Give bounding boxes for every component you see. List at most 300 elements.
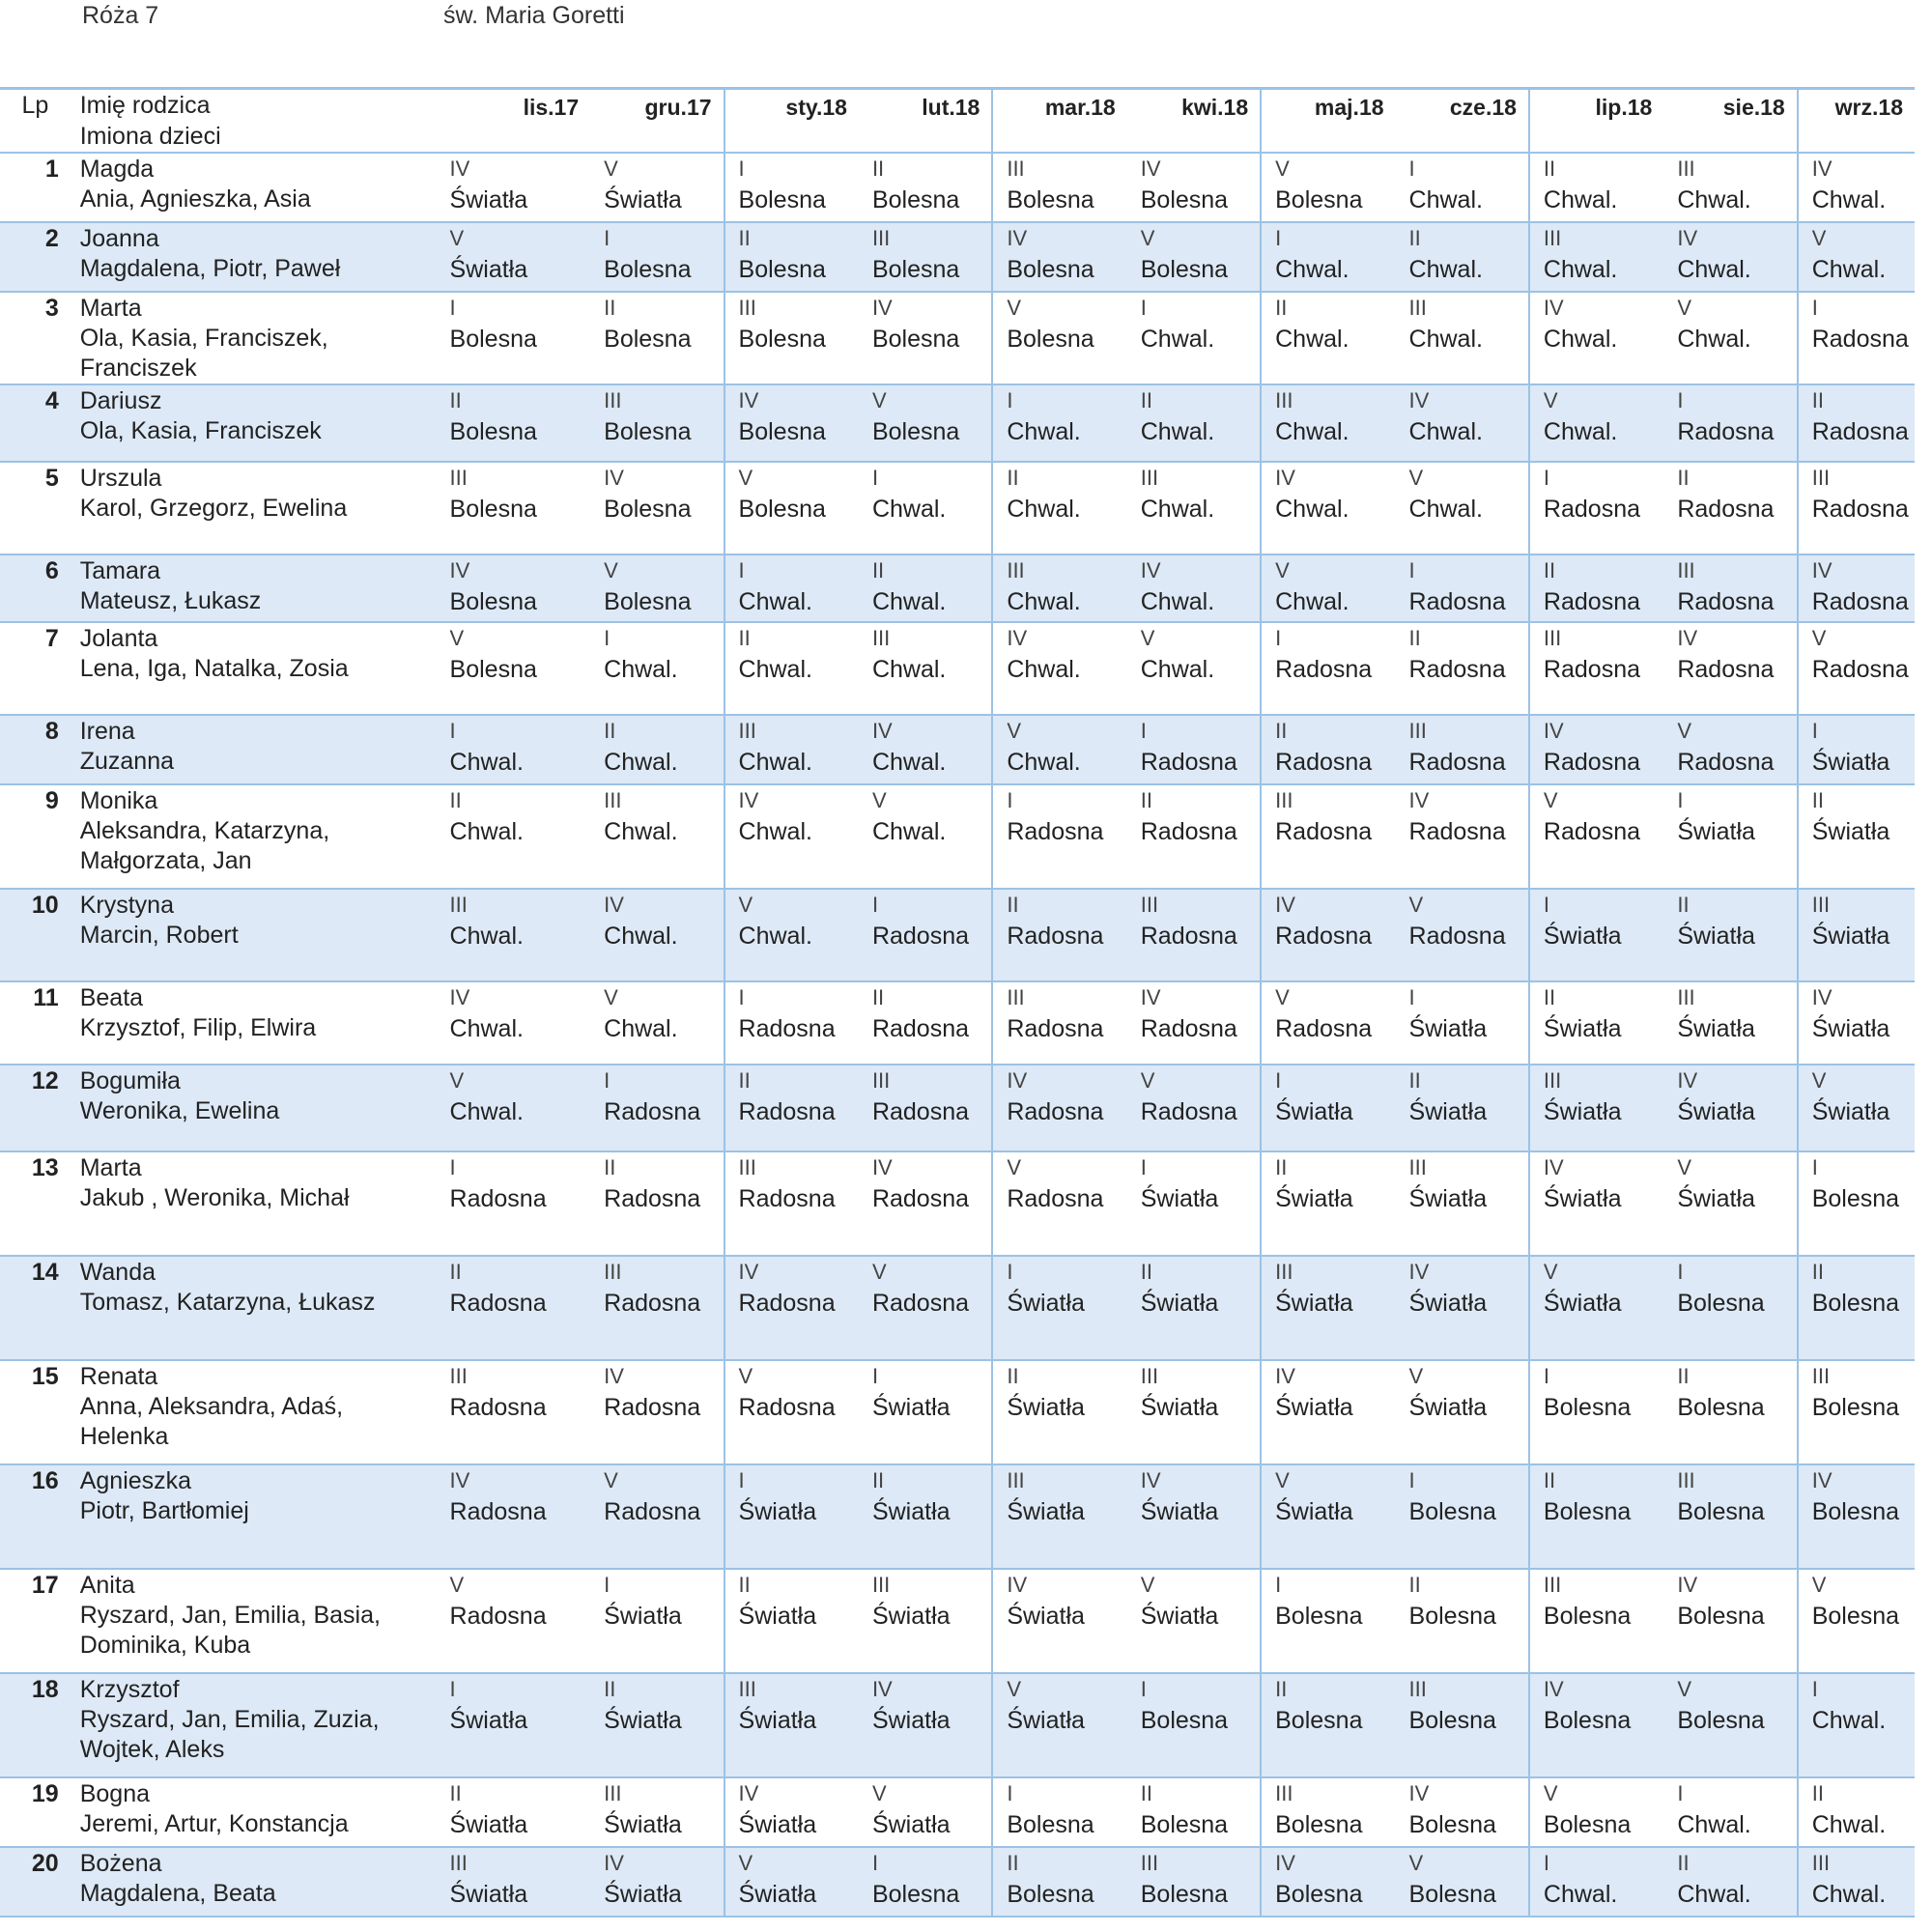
mystery-cell: [1127, 622, 1261, 715]
mystery-cell: [859, 1673, 992, 1777]
mystery-number: III: [1677, 156, 1695, 181]
mystery-cell: [724, 554, 859, 622]
children-names: Weronika, Ewelina: [79, 1097, 280, 1124]
mystery-type: Bolesna: [1811, 1394, 1900, 1421]
mystery-number: III: [1408, 719, 1427, 743]
parent-name: Agnieszka: [79, 1467, 192, 1494]
mystery-type: Chwal.: [1811, 1881, 1887, 1908]
mystery-cell: [1127, 153, 1261, 222]
mystery-number: II: [1811, 1260, 1824, 1284]
mystery-type: Radosna: [1140, 818, 1237, 845]
mystery-number: III: [1811, 1851, 1831, 1875]
mystery-type: Bolesna: [1140, 186, 1229, 213]
children-names: Ola, Kasia, Franciszek: [79, 417, 322, 444]
mystery-cell: [1396, 222, 1529, 292]
mystery-type: Chwal.: [1408, 418, 1483, 445]
mystery-cell: [859, 222, 992, 292]
mystery-cell: [437, 622, 591, 715]
mystery-number: V: [1677, 296, 1692, 320]
mystery-number: V: [1543, 388, 1558, 412]
mystery-type: Radosna: [871, 1185, 970, 1212]
mystery-type: Chwal.: [1140, 326, 1215, 353]
mystery-number: V: [1007, 296, 1022, 320]
mystery-type: Chwal.: [1408, 256, 1483, 283]
mystery-number: I: [1811, 296, 1818, 320]
mystery-number: V: [1811, 1068, 1827, 1093]
table-row: [0, 292, 1915, 384]
mystery-number: IV: [1140, 1468, 1161, 1492]
mystery-cell: [590, 1673, 724, 1777]
mystery-type: Światła: [1275, 1498, 1353, 1525]
mystery-number: II: [871, 1468, 885, 1492]
mystery-cell: [1127, 1777, 1261, 1847]
person-cell: [71, 1673, 437, 1777]
mystery-cell: [1127, 222, 1261, 292]
mystery-type: Chwal.: [1543, 1881, 1618, 1908]
mystery-type: Chwal.: [604, 923, 678, 950]
mystery-cell: [437, 1777, 591, 1847]
table-row: [0, 153, 1915, 222]
mystery-cell: [1798, 981, 1915, 1065]
mystery-type: Światła: [1140, 1185, 1219, 1212]
mystery-cell: [1663, 1569, 1797, 1673]
mystery-type: Chwal.: [1543, 186, 1618, 213]
mystery-type: Chwal.: [871, 656, 947, 683]
mystery-type: Bolesna: [1007, 1881, 1094, 1908]
children-names: Magdalena, Beata: [79, 1880, 276, 1907]
mystery-type: Radosna: [1140, 1015, 1237, 1042]
mystery-number: V: [1408, 893, 1424, 917]
mystery-cell: [859, 1360, 992, 1464]
mystery-type: Radosna: [1007, 923, 1104, 950]
mystery-type: Bolesna: [871, 256, 960, 283]
mystery-cell: [859, 1256, 992, 1360]
mystery-type: Światła: [604, 1603, 682, 1630]
mystery-type: Bolesna: [1275, 186, 1363, 213]
mystery-type: Bolesna: [449, 418, 537, 445]
mystery-cell: [1261, 1065, 1395, 1151]
children-names: Lena, Iga, Natalka, Zosia: [79, 655, 349, 682]
row-number: 10: [31, 892, 59, 919]
mystery-number: IV: [1007, 226, 1028, 250]
mystery-cell: [437, 784, 591, 889]
mystery-type: Chwal.: [1275, 496, 1350, 523]
mystery-cell: [1127, 1464, 1261, 1569]
mystery-type: Chwal.: [1007, 496, 1081, 523]
mystery-number: I: [738, 1468, 745, 1492]
mystery-type: Bolesna: [1408, 1498, 1496, 1525]
mystery-cell: [1529, 292, 1663, 384]
mystery-cell: [1798, 1847, 1915, 1917]
mystery-number: I: [449, 1677, 456, 1701]
mystery-number: IV: [738, 388, 759, 412]
mystery-type: Chwal.: [871, 818, 947, 845]
mystery-number: III: [604, 1260, 622, 1284]
lp-header: Lp: [21, 92, 49, 119]
patron-title: św. Maria Goretti: [443, 2, 625, 29]
mystery-cell: [1529, 554, 1663, 622]
mystery-cell: [859, 1151, 992, 1256]
mystery-number: II: [871, 985, 885, 1009]
mystery-cell: [1529, 1256, 1663, 1360]
mystery-type: Radosna: [1543, 749, 1640, 776]
mystery-type: Chwal.: [1811, 186, 1887, 213]
children-header: Imiona dzieci: [79, 123, 221, 150]
mystery-number: II: [738, 226, 751, 250]
mystery-cell: [1529, 622, 1663, 715]
mystery-number: II: [1677, 466, 1690, 490]
mystery-number: IV: [1275, 1364, 1295, 1388]
mystery-type: Chwal.: [1677, 186, 1751, 213]
mystery-number: I: [1408, 558, 1415, 582]
person-cell: [71, 1151, 437, 1256]
row-number: 13: [31, 1154, 59, 1181]
mystery-cell: [1798, 1151, 1915, 1256]
mystery-number: IV: [1811, 558, 1833, 582]
children-names: Ola, Kasia, Franciszek, Franciszek: [79, 325, 328, 382]
mystery-cell: [1261, 1464, 1395, 1569]
mystery-number: III: [1007, 1468, 1025, 1492]
children-names: Mateusz, Łukasz: [79, 587, 262, 614]
mystery-number: II: [1275, 1677, 1288, 1701]
mystery-type: Światła: [1007, 1707, 1085, 1734]
mystery-type: Radosna: [1543, 656, 1640, 683]
mystery-number: II: [604, 1677, 616, 1701]
mystery-number: IV: [449, 985, 470, 1009]
mystery-type: Światła: [738, 1881, 817, 1908]
mystery-type: Radosna: [1811, 588, 1909, 615]
mystery-cell: [1798, 1569, 1915, 1673]
mystery-cell: [590, 715, 724, 784]
parent-name: Renata: [79, 1363, 158, 1390]
mystery-cell: [724, 1360, 859, 1464]
person-cell: [71, 1256, 437, 1360]
table-row: [0, 889, 1915, 981]
mystery-cell: [1663, 1360, 1797, 1464]
mystery-number: V: [1811, 226, 1827, 250]
mystery-number: I: [604, 226, 611, 250]
mystery-cell: [1529, 1569, 1663, 1673]
mystery-type: Światła: [871, 1707, 951, 1734]
mystery-cell: [1798, 1777, 1915, 1847]
mystery-type: Radosna: [1677, 418, 1775, 445]
mystery-type: Bolesna: [738, 418, 826, 445]
mystery-number: IV: [1677, 1573, 1698, 1597]
children-names: Jakub , Weronika, Michał: [79, 1184, 350, 1211]
mystery-type: Chwal.: [871, 749, 947, 776]
mystery-cell: [590, 622, 724, 715]
mystery-cell: [1798, 1256, 1915, 1360]
mystery-cell: [1529, 1847, 1663, 1917]
mystery-cell: [992, 1151, 1126, 1256]
mystery-cell: [1798, 622, 1915, 715]
mystery-type: Radosna: [1408, 818, 1506, 845]
mystery-number: II: [1408, 1068, 1421, 1093]
mystery-type: Bolesna: [1677, 1394, 1765, 1421]
children-names: Ryszard, Jan, Emilia, Zuzia, Wojtek, Aleks: [79, 1706, 380, 1763]
parent-name: Marta: [79, 295, 142, 322]
row-number: 7: [44, 625, 59, 652]
mystery-cell: [1663, 784, 1797, 889]
mystery-cell: [1663, 889, 1797, 981]
mystery-number: III: [604, 788, 622, 812]
children-names: Aleksandra, Katarzyna, Małgorzata, Jan: [79, 817, 330, 874]
mystery-number: V: [871, 1260, 887, 1284]
mystery-cell: [859, 1569, 992, 1673]
mystery-number: V: [738, 466, 753, 490]
row-number: 4: [44, 387, 59, 414]
mystery-number: III: [1543, 626, 1562, 650]
mystery-number: III: [449, 466, 468, 490]
mystery-cell: [992, 554, 1126, 622]
mystery-number: III: [1007, 558, 1025, 582]
mystery-cell: [590, 981, 724, 1065]
mystery-type: Bolesna: [604, 496, 692, 523]
mystery-type: Światła: [1275, 1098, 1353, 1125]
mystery-type: Bolesna: [1007, 1811, 1094, 1838]
mystery-number: II: [604, 1155, 616, 1179]
mystery-cell: [1529, 1151, 1663, 1256]
mystery-type: Chwal.: [449, 749, 524, 776]
mystery-number: III: [738, 1677, 756, 1701]
mystery-number: III: [1811, 466, 1831, 490]
mystery-type: Radosna: [738, 1015, 836, 1042]
mystery-number: V: [1140, 1573, 1155, 1597]
mystery-cell: [1396, 1673, 1529, 1777]
mystery-number: V: [1677, 1677, 1692, 1701]
mystery-type: Chwal.: [738, 588, 812, 615]
mystery-number: V: [1543, 1781, 1558, 1805]
mystery-cell: [1396, 1464, 1529, 1569]
mystery-number: III: [1140, 466, 1159, 490]
children-names: Tomasz, Katarzyna, Łukasz: [79, 1289, 376, 1316]
person-cell: [71, 384, 437, 462]
row-number: 19: [31, 1780, 59, 1807]
mystery-cell: [1798, 889, 1915, 981]
mystery-type: Bolesna: [1811, 1185, 1900, 1212]
mystery-cell: [1396, 1360, 1529, 1464]
mystery-number: I: [1811, 1677, 1818, 1701]
mystery-cell: [992, 384, 1126, 462]
mystery-type: Bolesna: [604, 326, 692, 353]
mystery-cell: [437, 462, 591, 554]
mystery-cell: [1529, 784, 1663, 889]
mystery-number: I: [1140, 1155, 1147, 1179]
mystery-number: V: [1677, 719, 1692, 743]
mystery-number: IV: [449, 558, 470, 582]
parent-name: Anita: [79, 1572, 135, 1599]
mystery-type: Chwal.: [1140, 496, 1215, 523]
mystery-cell: [1529, 981, 1663, 1065]
mystery-type: Światła: [1811, 1015, 1890, 1042]
mystery-type: Radosna: [1408, 588, 1506, 615]
mystery-number: V: [1275, 558, 1290, 582]
mystery-number: IV: [604, 1851, 624, 1875]
mystery-type: Bolesna: [1408, 1603, 1496, 1630]
mystery-type: Światła: [449, 1811, 528, 1838]
mystery-cell: [992, 292, 1126, 384]
parent-name: Urszula: [79, 465, 162, 492]
mystery-type: Chwal.: [1007, 749, 1081, 776]
mystery-number: IV: [1140, 558, 1161, 582]
mystery-type: Bolesna: [449, 656, 537, 683]
mystery-cell: [1529, 889, 1663, 981]
mystery-type: Radosna: [1811, 326, 1909, 353]
mystery-type: Bolesna: [871, 186, 960, 213]
mystery-cell: [1261, 153, 1395, 222]
mystery-cell: [992, 153, 1126, 222]
mystery-cell: [1663, 1847, 1797, 1917]
mystery-cell: [859, 1464, 992, 1569]
mystery-number: II: [1007, 466, 1019, 490]
mystery-number: IV: [604, 1364, 624, 1388]
mystery-cell: [590, 1847, 724, 1917]
mystery-type: Radosna: [738, 1185, 836, 1212]
mystery-number: V: [1408, 1364, 1424, 1388]
mystery-cell: [724, 153, 859, 222]
mystery-cell: [1798, 384, 1915, 462]
row-number: 12: [31, 1067, 59, 1094]
month-header: cze.18: [1449, 95, 1517, 120]
mystery-type: Radosna: [871, 1015, 970, 1042]
mystery-type: Bolesna: [449, 588, 537, 615]
mystery-type: Chwal.: [1275, 326, 1350, 353]
mystery-number: I: [604, 1573, 611, 1597]
mystery-type: Chwal.: [1275, 418, 1350, 445]
mystery-cell: [1261, 1673, 1395, 1777]
mystery-type: Światła: [604, 1811, 682, 1838]
mystery-number: I: [871, 1851, 879, 1875]
row-number: 14: [31, 1259, 59, 1286]
mystery-number: III: [449, 893, 468, 917]
mystery-number: V: [449, 226, 465, 250]
mystery-type: Bolesna: [1140, 1707, 1229, 1734]
mystery-number: III: [1275, 788, 1293, 812]
mystery-type: Bolesna: [1543, 1603, 1632, 1630]
mystery-type: Chwal.: [738, 818, 812, 845]
mystery-number: V: [604, 1468, 618, 1492]
children-names: Magdalena, Piotr, Paweł: [79, 255, 341, 282]
mystery-number: V: [1677, 1155, 1692, 1179]
mystery-number: IV: [1811, 1468, 1833, 1492]
mystery-cell: [859, 1777, 992, 1847]
mystery-number: IV: [1811, 985, 1833, 1009]
mystery-type: Radosna: [449, 1498, 547, 1525]
mystery-cell: [724, 1065, 859, 1151]
mystery-cell: [1261, 222, 1395, 292]
mystery-type: Radosna: [738, 1098, 836, 1125]
row-number: 15: [31, 1363, 59, 1390]
mystery-cell: [859, 715, 992, 784]
mystery-cell: [724, 1256, 859, 1360]
mystery-number: II: [1275, 296, 1288, 320]
header-row: [0, 89, 1915, 154]
mystery-cell: [590, 1569, 724, 1673]
mystery-type: Radosna: [1140, 923, 1237, 950]
mystery-number: IV: [1543, 719, 1564, 743]
month-header: kwi.18: [1181, 95, 1249, 120]
children-names: Anna, Aleksandra, Adaś, Helenka: [79, 1393, 344, 1450]
mystery-type: Radosna: [1275, 1015, 1373, 1042]
mystery-number: I: [1007, 388, 1013, 412]
month-header: gru.17: [644, 95, 712, 120]
mystery-cell: [1396, 153, 1529, 222]
mystery-cell: [1261, 292, 1395, 384]
mystery-number: IV: [738, 1781, 759, 1805]
mystery-cell: [437, 1847, 591, 1917]
mystery-cell: [724, 1777, 859, 1847]
mystery-number: I: [1275, 626, 1282, 650]
mystery-type: Chwal.: [1408, 496, 1483, 523]
mystery-number: III: [1677, 985, 1695, 1009]
mystery-cell: [1127, 384, 1261, 462]
mystery-cell: [1127, 1360, 1261, 1464]
mystery-number: II: [1275, 719, 1288, 743]
mystery-type: Radosna: [1140, 749, 1237, 776]
mystery-cell: [724, 384, 859, 462]
mystery-type: Bolesna: [1007, 186, 1094, 213]
mystery-type: Radosna: [1007, 818, 1104, 845]
mystery-cell: [992, 889, 1126, 981]
mystery-type: Radosna: [1140, 1098, 1237, 1125]
mystery-number: II: [1408, 1573, 1421, 1597]
mystery-type: Bolesna: [871, 1881, 960, 1908]
mystery-number: IV: [1275, 893, 1295, 917]
mystery-type: Bolesna: [1140, 256, 1229, 283]
table-row: [0, 1360, 1915, 1464]
mystery-number: II: [1140, 1781, 1152, 1805]
parent-name: Wanda: [79, 1259, 156, 1286]
mystery-cell: [1529, 1065, 1663, 1151]
person-cell: [71, 1569, 437, 1673]
mystery-type: Światła: [1677, 923, 1755, 950]
mystery-type: Światła: [1543, 923, 1622, 950]
mystery-cell: [992, 1569, 1126, 1673]
mystery-cell: [1396, 981, 1529, 1065]
mystery-type: Radosna: [604, 1290, 701, 1317]
mystery-type: Światła: [1408, 1290, 1488, 1317]
mystery-type: Radosna: [1007, 1098, 1104, 1125]
person-cell: [71, 554, 437, 622]
month-header: lut.18: [922, 95, 980, 120]
mystery-cell: [724, 715, 859, 784]
mystery-cell: [1798, 1673, 1915, 1777]
mystery-type: Chwal.: [1677, 256, 1751, 283]
table-row: [0, 1673, 1915, 1777]
mystery-type: Bolesna: [604, 256, 692, 283]
mystery-type: Bolesna: [1275, 1707, 1363, 1734]
mystery-number: I: [1408, 156, 1415, 181]
mystery-number: V: [1007, 719, 1022, 743]
mystery-type: Bolesna: [1677, 1290, 1765, 1317]
row-number: 9: [44, 787, 59, 814]
mystery-type: Chwal.: [1007, 418, 1081, 445]
mystery-cell: [437, 153, 591, 222]
row-number: 2: [44, 225, 59, 252]
mystery-cell: [1529, 462, 1663, 554]
mystery-type: Światła: [1677, 1098, 1755, 1125]
mystery-type: Chwal.: [1677, 1881, 1751, 1908]
mystery-number: V: [1275, 1468, 1290, 1492]
mystery-type: Światła: [1543, 1290, 1622, 1317]
mystery-number: I: [604, 1068, 611, 1093]
mystery-type: Bolesna: [1811, 1290, 1900, 1317]
mystery-cell: [724, 1151, 859, 1256]
mystery-cell: [859, 554, 992, 622]
mystery-type: Chwal.: [1007, 588, 1081, 615]
mystery-number: I: [1543, 893, 1550, 917]
mystery-number: V: [1811, 1573, 1827, 1597]
